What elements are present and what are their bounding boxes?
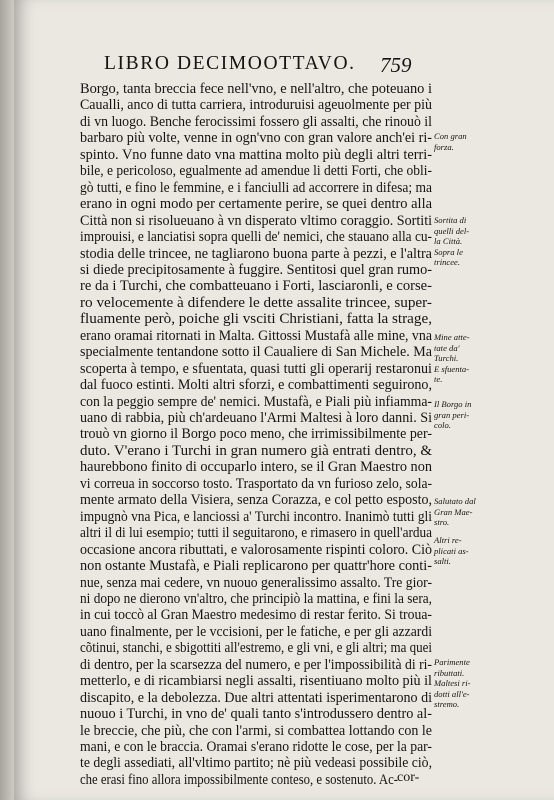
page-number: 759 (380, 53, 412, 77)
text-line-content: spinto. Vno funne dato vna mattina molto più degli altri terri- (80, 146, 433, 163)
text-line-content: dal fuoco estinti. Molti altri sforzi, e combattimenti seguirono, (80, 377, 432, 394)
text-line-content: uano finalmente, per le vccisioni, per le fatiche, e per gli azzardi (80, 623, 432, 640)
text-line-content: occasione ancora ributtati, e valorosamente rispinti coloro. Ciò (80, 541, 432, 558)
text-line-content: re da i Turchi, che combatteuano i Forti, lasciaronli, e corse- (80, 278, 432, 295)
text-line-content: altri il di lui esempio; tutti il seguitarono, e rimasero in quell'ardua (80, 525, 433, 542)
text-line-content: barbaro più volte, venne in ogn'vno con gran valore anch'ei ri- (80, 130, 432, 147)
text-line-content: con la peggio sempre de' nemici. Mustafà, e Piali più infiamma- (80, 393, 433, 410)
text-line-content: duto. V'erano i Turchi in gran numero già entrati dentro, & (80, 442, 433, 459)
text-line-content: le breccie, che più, che con l'armi, si combattea lottando con le (80, 722, 433, 739)
text-line-content: mani, e con le braccia. Oramai s'erano ridotte le cose, per la par- (80, 739, 432, 755)
text-line-content: bile, e pericoloso, egualmente ad amendue li detti Forti, che obli- (80, 163, 433, 180)
text-line-content: fluamente però, poiche gli vsciti Christiani, fatta la strage, (80, 311, 432, 328)
text-line-content: di vn luogo. Benche ferocissimi fossero gli assalti, che rinouò il (80, 113, 432, 130)
text-line-content: in cui toccò al Gran Maestro medesimo di restar ferito. Si troua- (80, 607, 432, 624)
text-line-content: erano oramai ritornati in Malta. Gittossi Mustafà alle mine, vna (80, 327, 432, 344)
marginal-note: Il Borgo in gran peri- colo. (434, 399, 472, 430)
text-line-content: mente armato della Visiera, senza Corazza, e col petto esposto, (80, 492, 432, 509)
marginal-note: Con gran forza. (434, 131, 467, 152)
running-title: LIBRO DECIMOOTTAVO. (104, 53, 356, 74)
text-line-content: improuisi, e lanciatisi sopra quelli de' nemici, che stauano alla cu- (80, 229, 433, 246)
text-line-content: te degli assediati, all'vltimo partito; nè più vedeasi possibile ciò, (80, 755, 433, 772)
text-line-content: nue, senza mai cedere, vn nuouo generalissimo assalto. Tre gior- (80, 574, 433, 591)
marginal-note: Salutato dal Gran Mae- stro. (434, 496, 476, 527)
text-line-content: si diede precipitosamente à fuggire. Sentitosi quel gran rumo- (80, 261, 433, 278)
text-line-content: Caualli, anco di tutta carriera, introduruisi ageuolmente per più (80, 97, 432, 114)
text-line (80, 770, 432, 790)
text-line-content: gò tutti, e fino le femmine, e i fanciulli ad accorrere in difesa; ma (80, 179, 433, 196)
text-line-content: erano in ogni modo per certamente perire, se quei dentro alla (80, 196, 433, 213)
text-line-content: non ostante Mustafà, e Piali replicarono per quattr'hore conti- (80, 558, 432, 575)
marginal-note: Altri re- plicati as- salti. (434, 535, 469, 566)
text-line-content: haurebbono finito di occuparlo intero, se il Gran Maestro non (80, 459, 433, 476)
text-line-content: ro velocemente à difendere le dette assalite trincee, super- (80, 294, 432, 311)
text-line-content: specialmente tentandone sotto il Caualiere di San Michele. Ma (80, 344, 432, 361)
text-line-content: stodia delle trincee, ne tagliarono buona parte à pezzi, e l'altra (80, 245, 433, 262)
text-line-content: Borgo, tanta breccia fece nell'vno, e nell'altro, che poteuano i (80, 81, 432, 97)
text-line-content: scoperta à tempo, e sfuentata, quasi tutti gli operarij restaronui (80, 360, 432, 377)
text-line-content: uano di rabbia, più ch'ardeuano l'Armi Maltesi à loro danni. Si (80, 410, 433, 426)
marginal-note: Mine atte- tate da' Turchi. E sfuenta- te. (434, 332, 470, 384)
text-line-content: nuouo i Turchi, in vno de' quali tanto s'introdussero dentro al- (80, 706, 432, 723)
marginal-note: Parimente ributtati. Maltesi ri- dotti all'e- stremo. (434, 657, 471, 709)
text-line-content: discapito, e la debolezza. Due altri attentati isperimentarono di (80, 689, 433, 706)
catchword: cor- (397, 770, 420, 785)
text-line-content: vi correua in soccorso tosto. Trasportato da vn furioso zelo, sola- (80, 475, 433, 492)
text-line-content: Città non si risolueuano à vn disperato vltimo coraggio. Sortiti (80, 212, 433, 229)
text-line-content: metterlo, e di ricambiarsi negli assalti, risentiuano molto più il (80, 673, 432, 690)
marginal-note: Sortita di quelli del- la Città. Sopra le trincee. (434, 215, 470, 267)
text-line-content: impugnò vna Pica, e lanciossi a' Turchi incontro. Inanimò tutti gli (80, 508, 433, 525)
text-line-content: che erasi fino allora impossibilmente conteso, e sostenuto. Ac- (80, 771, 399, 788)
text-line-content: di dentro, per la scarsezza del numero, e per l'impossibilità di ri- (80, 656, 432, 673)
text-line-content: trouò vn giorno il Borgo poco meno, che irrimissibilmente per- (80, 426, 433, 443)
text-line-content: ni dopo ne dierono vn'altro, che principiò la mattina, e fini la sera, (80, 590, 433, 607)
text-line-content: cõtinui, stanchi, e sbigottiti all'estremo, e gli vni, e gli altri; ma quei (80, 640, 432, 657)
